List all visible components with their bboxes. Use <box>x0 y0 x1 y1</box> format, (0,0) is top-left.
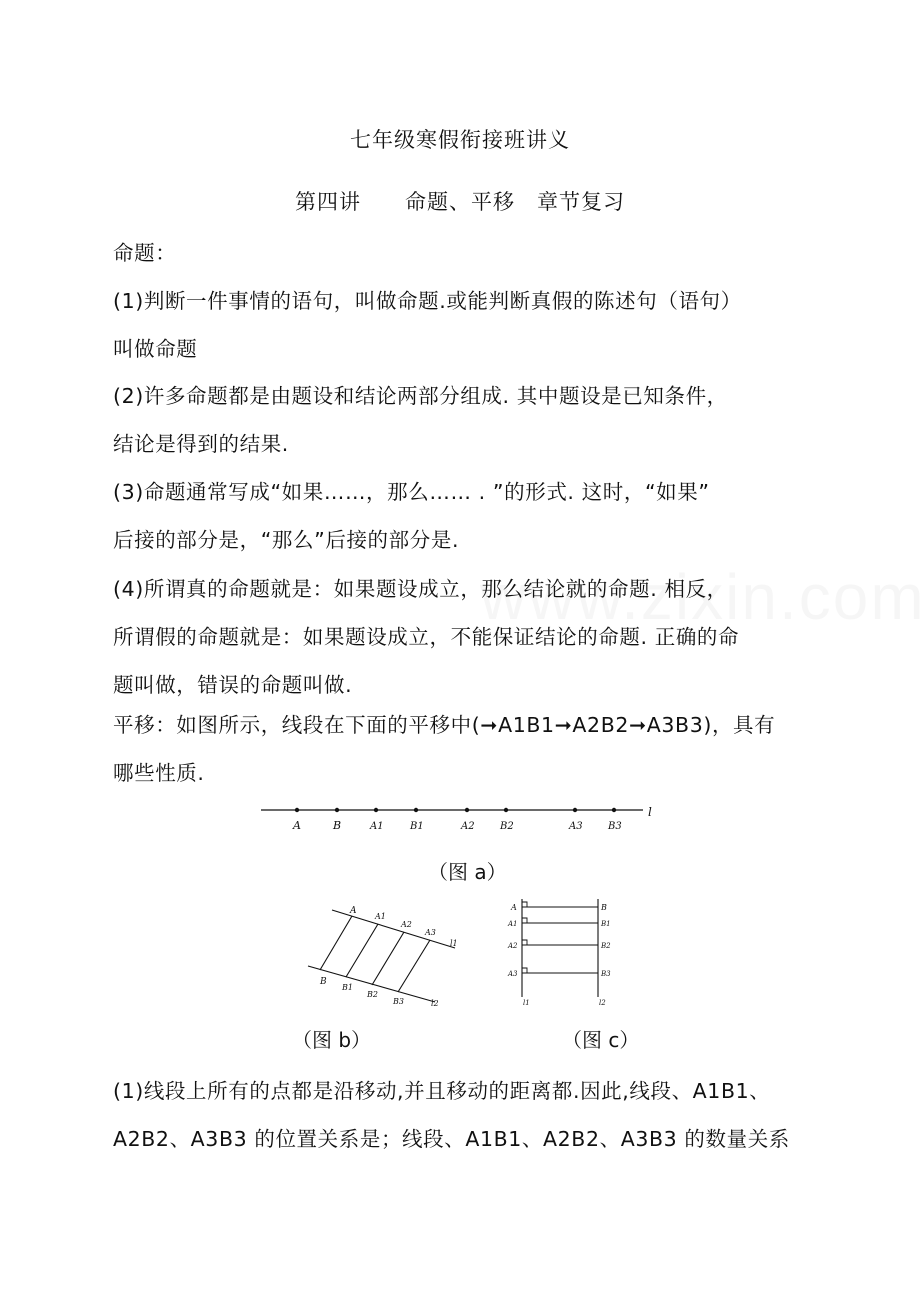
fig-a-point-label: A2 <box>461 821 475 832</box>
text-line: 后接的部分是，“那么”后接的部分是. <box>113 528 460 552</box>
fig-c-line-label: l1 <box>523 999 530 1007</box>
text-line: (1)判断一件事情的语句，叫做命题.或能判断真假的陈述句（语句） <box>113 289 742 313</box>
fig-b-line-label: l2 <box>431 999 439 1008</box>
figure-c-caption: （图 c） <box>562 1028 640 1052</box>
fig-a-point-label: A1 <box>370 821 384 832</box>
fig-c-left-label: A3 <box>508 970 518 978</box>
fig-b-top-label: A <box>350 906 357 916</box>
figure-b <box>300 898 460 1008</box>
fig-a-point-label: B <box>333 819 342 832</box>
figure-c <box>505 895 625 1007</box>
fig-b-top-label: A1 <box>375 912 386 921</box>
text-line: (4)所谓真的命题就是：如果题设成立，那么结论就的命题. 相反， <box>113 577 728 601</box>
fig-a-point-label: B2 <box>500 821 514 832</box>
text-line: 平移：如图所示，线段在下面的平移中(➞A1B1➞A2B2➞A3B3)，具有 <box>113 713 776 737</box>
fig-b-line-label: l1 <box>450 939 458 948</box>
figure-b-caption: （图 b） <box>292 1028 372 1052</box>
fig-b-top-label: A3 <box>425 928 436 937</box>
fig-c-right-label: B1 <box>601 920 611 928</box>
fig-b-top-label: A2 <box>401 920 412 929</box>
fig-c-left-label: A <box>511 903 517 912</box>
text-line: 命题： <box>113 241 177 265</box>
document-title: 七年级寒假衔接班讲义 <box>350 128 570 152</box>
fig-b-bottom-label: B1 <box>342 983 353 992</box>
text-line: (2)许多命题都是由题设和结论两部分组成. 其中题设是已知条件， <box>113 384 728 408</box>
fig-c-line-label: l2 <box>599 999 606 1007</box>
figure-a-caption: （图 a） <box>428 860 507 884</box>
fig-c-right-label: B3 <box>601 970 611 978</box>
text-line: 题叫做，错误的命题叫做. <box>113 673 353 697</box>
fig-a-point-label: B3 <box>608 821 622 832</box>
fig-a-point-label: A3 <box>569 821 583 832</box>
lecture-subtitle: 第四讲 命题、平移 章节复习 <box>295 190 625 214</box>
text-line: 叫做命题 <box>113 337 198 361</box>
fig-a-point-label: A <box>293 819 301 832</box>
text-line: A2B2、A3B3 的位置关系是；线段、A1B1、A2B2、A3B3 的数量关系 <box>113 1127 790 1151</box>
text-line: (3)命题通常写成“如果……，那么…… . ”的形式. 这时，“如果” <box>113 480 710 504</box>
fig-a-line-label: l <box>648 805 652 819</box>
fig-c-right-label: B <box>601 903 607 912</box>
fig-b-bottom-label: B2 <box>367 990 378 999</box>
fig-c-left-label: A2 <box>508 942 518 950</box>
text-line: 哪些性质. <box>113 761 205 785</box>
text-line: 结论是得到的结果. <box>113 432 289 456</box>
figure-a <box>255 798 665 843</box>
fig-b-bottom-label: B <box>320 977 327 987</box>
text-line: 所谓假的命题就是：如果题设成立，不能保证结论的命题. 正确的命 <box>113 625 740 649</box>
text-line: (1)线段上所有的点都是沿移动,并且移动的距离都.因此,线段、A1B1、 <box>113 1079 771 1103</box>
fig-a-point-label: B1 <box>410 821 424 832</box>
fig-b-bottom-label: B3 <box>393 997 404 1006</box>
fig-c-left-label: A1 <box>508 920 518 928</box>
fig-c-right-label: B2 <box>601 942 611 950</box>
